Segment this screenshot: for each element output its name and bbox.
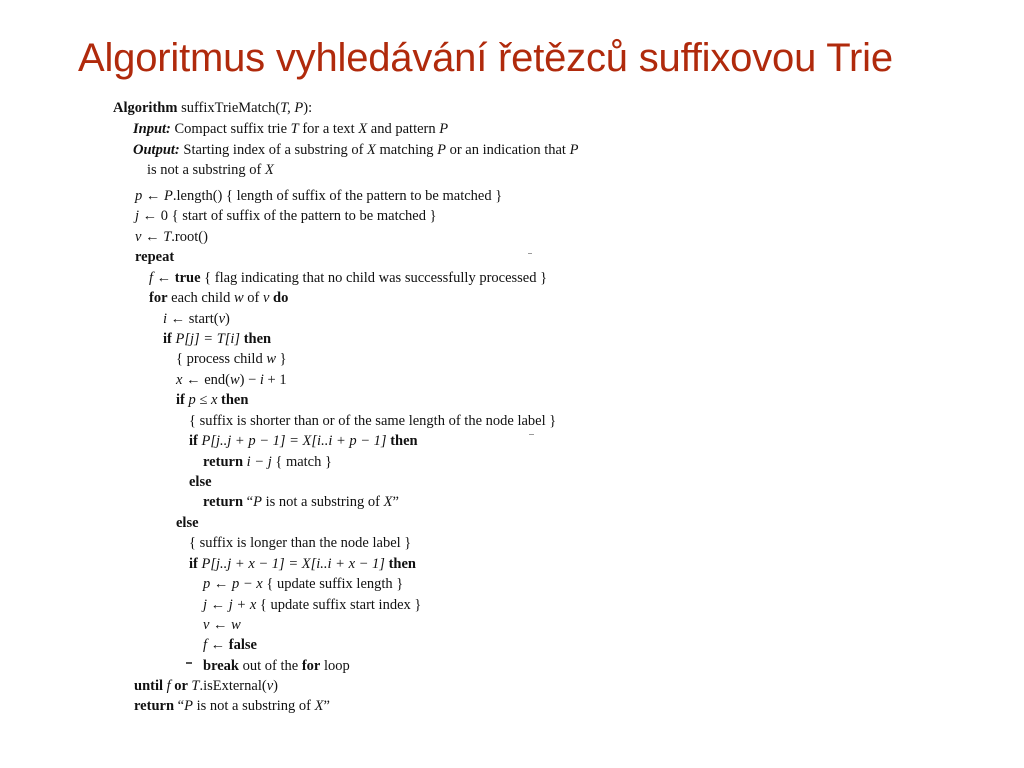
algorithm-name: suffixTrieMatch( [181,100,281,116]
scan-speck [529,434,534,435]
var-i: i [163,311,168,327]
var-x: X [367,142,376,158]
var-f: f [163,678,171,694]
var-v: v [218,311,226,327]
var-p-upper: P [253,494,262,510]
keyword-if: if [163,331,172,347]
output-cont-text: is not a substring of [147,162,266,178]
code-line-6 [149,289,288,307]
keyword-then: then [386,433,418,449]
var-f: f [149,270,154,286]
var-x: x [176,372,183,388]
var-w: w [266,351,276,367]
var-x-upper: X [314,698,324,714]
input-text-2: for a text [298,121,359,137]
var-x: X [358,121,368,137]
keyword-if: if [189,433,198,449]
keyword-return: return [134,698,175,714]
input-line [133,120,448,138]
var-t: T [290,121,299,137]
line-text-2: of [243,290,263,306]
var-p: P [437,142,446,158]
line-text: is not a substring of [192,698,315,714]
code-line-26 [134,697,330,715]
var-p-upper: P [164,188,173,204]
line-text-2: ) − [239,372,260,388]
keyword-or: or [170,678,192,694]
slide-title: Algoritmus vyhledávání řetězců suffixovou Trie [78,36,893,80]
keyword-then: then [384,556,416,572]
var-t: T [191,678,200,694]
code-line-12: { suffix is shorter than or of the same length of the node label } [189,413,557,429]
line-text-2: loop [320,658,350,674]
var-j: j [135,208,140,224]
keyword-then: then [217,392,249,408]
var-p: p [135,188,143,204]
code-line-22: v ← w [203,617,241,633]
code-line-11 [176,391,248,409]
output-text: Starting index of a substring of [183,142,368,158]
keyword-true: true [174,270,201,286]
line-text: ← end( [182,372,230,388]
code-line-7 [163,310,230,328]
line-text: out of the [239,658,302,674]
var-w: w [229,372,240,388]
code-line-24 [203,657,350,675]
close-quote: ” [323,698,330,714]
code-line-9 [176,350,287,368]
line-text: { update suffix length } [262,576,404,592]
expression: i − j [243,454,272,470]
code-line-4: repeat [135,249,175,265]
code-line-20 [203,575,403,593]
var-w: w [233,290,244,306]
code-line-2 [135,207,437,225]
var-v: v [266,678,274,694]
keyword-false: false [228,637,257,653]
output-continuation [147,161,274,179]
keyword-do: do [269,290,289,306]
line-text-2: ) [273,678,278,694]
expression: p ← p − x [203,576,263,592]
input-text: Compact suffix trie [174,121,291,137]
input-text-3: and pattern [367,121,440,137]
algorithm-keyword: Algorithm [113,100,178,116]
algorithm-close: ): [303,100,313,116]
code-line-18: { suffix is longer than the node label } [189,535,412,551]
code-line-19 [189,555,416,573]
line-text-2: } [276,351,287,367]
line-text: ← start( [167,311,219,327]
scan-speck [186,662,192,664]
code-line-10 [176,371,287,389]
code-line-23 [203,636,257,654]
assign-op: ← [142,188,164,204]
output-text-2: matching [375,142,438,158]
scan-speck [528,253,532,254]
line-text-3: + 1 [263,372,287,388]
code-line-1 [135,187,502,205]
algorithm-args: T, P [280,100,304,116]
var-t: T [163,229,172,245]
code-line-16 [203,493,399,511]
var-p: P [569,142,579,158]
line-text: { match } [271,454,332,470]
var-v: v [262,290,270,306]
code-line-13 [189,432,418,450]
code-line-21 [203,596,421,614]
keyword-for: for [301,658,321,674]
assign-op: ← [153,270,175,286]
condition: P[j..j + x − 1] = X[i..i + x − 1] [197,556,385,572]
line-text: .root() [171,229,208,245]
code-line-25 [134,677,278,695]
var-x: X [265,162,274,178]
keyword-for: for [149,290,168,306]
keyword-if: if [189,556,198,572]
close-quote: ” [392,494,399,510]
keyword-then: then [240,331,272,347]
line-text: { update suffix start index } [256,597,422,613]
output-text-3: or an indication that [445,142,570,158]
var-i: i [259,372,264,388]
var-v: v [135,229,142,245]
open-quote: “ [174,698,185,714]
keyword-break: break [203,658,239,674]
assign-op: ← [141,229,164,245]
condition: P[j..j + p − 1] = X[i..i + p − 1] [197,433,387,449]
assign-op: ← [207,637,229,653]
condition: P[j] = T[i] [171,331,241,347]
code-line-15: else [189,474,212,490]
line-text-2: ) [225,311,230,327]
var-x-upper: X [383,494,393,510]
line-text: is not a substring of [261,494,384,510]
code-line-3 [135,228,208,246]
code-line-14 [203,453,332,471]
algorithm-header [113,99,312,117]
output-line [133,141,578,159]
var-f: f [203,637,208,653]
var-p-upper: P [184,698,193,714]
expression: j ← j + x [203,597,257,613]
condition: p ≤ x [184,392,218,408]
code-line-17: else [176,515,199,531]
var-p: P [439,121,449,137]
line-text: .length() { length of suffix of the pattern to be matched } [172,188,503,204]
keyword-if: if [176,392,185,408]
line-text: { process child [176,351,267,367]
keyword-return: return [203,454,244,470]
open-quote: “ [243,494,254,510]
line-text: { flag indicating that no child was successfully processed } [200,270,548,286]
line-text: ← 0 { start of suffix of the pattern to be matched } [139,208,437,224]
input-label: Input: [133,121,171,137]
code-line-8 [163,330,271,348]
keyword-until: until [134,678,164,694]
line-text: .isExternal( [199,678,267,694]
output-label: Output: [133,142,180,158]
code-line-5 [149,269,547,287]
keyword-return: return [203,494,244,510]
line-text: each child [167,290,234,306]
